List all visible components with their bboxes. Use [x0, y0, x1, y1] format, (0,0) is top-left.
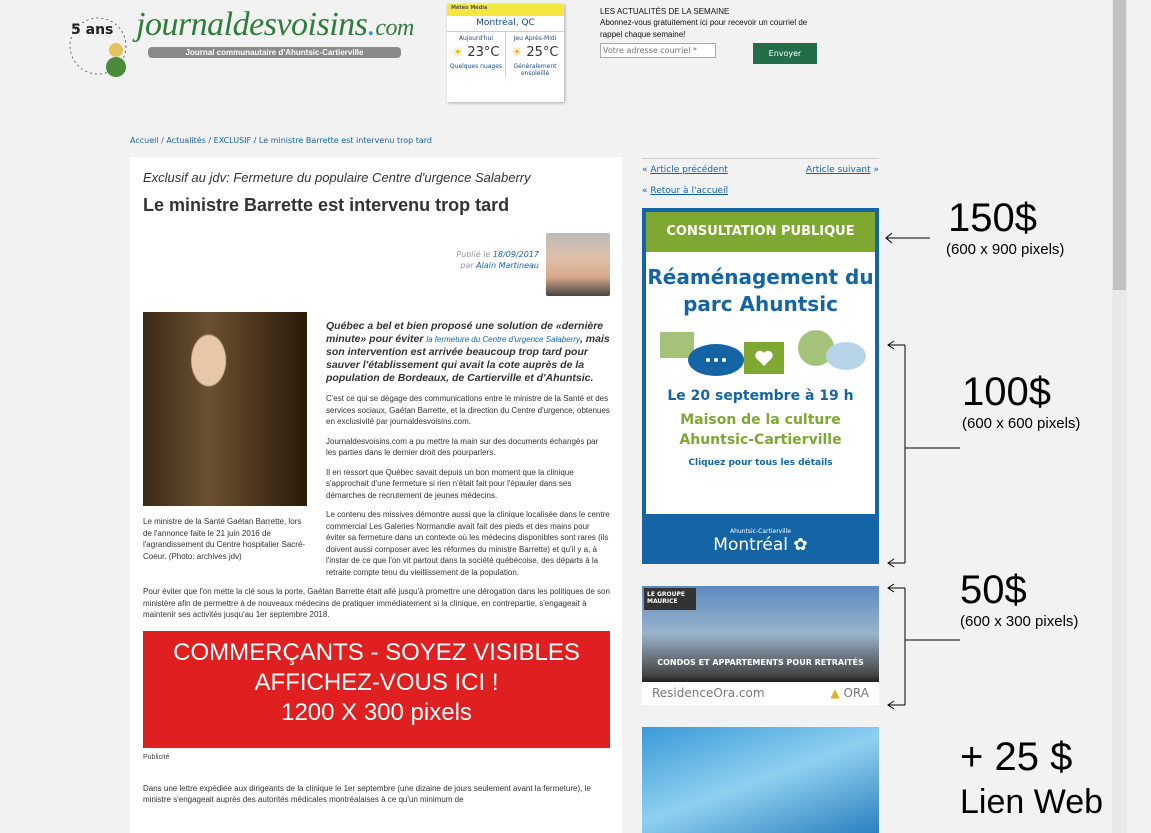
paragraph: Le contenu des missives démontre aussi que la clinique localisée dans le centre commercial Les Galeries Normandie avait fait des pieds et des mains pour éviter sa fermeture dans un contexte où les médecins disponibles sont rares (ils doivent aussi composer avec les réformes du ministre Barrette) et qu'il y a, à l'instar de ce que l'on vit partout dans la société québécoise, des départs à la retraite compte tenu du vieillissement de la population. — [326, 510, 610, 577]
author-link[interactable]: Alain Martineau — [476, 261, 539, 270]
ad-banner-merchants[interactable]: COMMERÇANTS - SOYEZ VISIBLES AFFICHEZ-VOUS ICI ! 1200 X 300 pixels — [143, 631, 610, 748]
weather-brand: Météo Média — [447, 4, 564, 16]
sun-cloud-icon: ☀ — [511, 45, 523, 59]
price-label: 100$ — [962, 370, 1051, 414]
home-link[interactable]: Retour à l'accueil — [650, 186, 729, 196]
ora-logo-icon: ▲ — [830, 686, 840, 700]
article-lead: Québec a bel et bien proposé une solution de «dernière minute» pour éviter la fermeture du Centre d'urgence Salaberry, mais son intervention est arrivée beaucoup trop tard pour sauver l'établissement qui avait la cote auprès de la population de Bordeaux, de Cartierville et d'Ahuntsic. — [326, 320, 610, 384]
paragraph: Dans une lettre expédiée aux dirigeants de la clinique le 1er septembre (une dizaine de jours seulement avant la fermeture), le ministre s'engageait auprès des autorités médicales montréalaises à ce qu'un minimum de — [143, 783, 591, 804]
logo-badge[interactable] — [68, 12, 130, 78]
logo-badge-text: 5 ans — [71, 22, 114, 38]
size-label: (600 x 600 pixels) — [962, 415, 1081, 432]
ad-consultation[interactable]: CONSULTATION PUBLIQUE Réaménagement du parc Ahuntsic Le 20 septembre à 19 h Maison de la culture Ahuntsic-Cartierville Cliquez pour tous les détails Ahuntsic-Cartierville Montréal ✿ — [642, 208, 879, 564]
paragraph: Il en ressort que Québec savait depuis un bon moment que la clinique s'approchait d'une fermeture si rien n'était fait pour l'épauler dans ses démarches de recrutement de jeunes médecins. — [326, 467, 574, 500]
paragraph: Journaldesvoisins.com a pu mettre la main sur des documents échangés par les parties dans le dernier droit des pourparlers. — [326, 436, 599, 457]
ad-residence-ora[interactable]: LE GROUPE MAURICE CONDOS ET APPARTEMENTS POUR RETRAITÉS ResidenceOra.com ▲ ORA — [642, 586, 879, 705]
forecast-afternoon: Jeu Après-Midi ☀ 25°C Généralement ensoleillé — [505, 32, 564, 77]
newsletter-desc: Abonnez-vous gratuitement ici pour recevoir un courriel de rappel chaque semaine! — [600, 18, 808, 39]
ad-swimmer[interactable] — [642, 727, 879, 833]
article-body — [143, 312, 610, 806]
subscribe-button[interactable]: Envoyer — [753, 43, 817, 64]
article-figure — [143, 312, 307, 562]
montreal-logo: Ahuntsic-Cartierville Montréal ✿ — [713, 528, 808, 555]
logo[interactable]: journaldesvoisins.com — [136, 6, 414, 43]
ad-label: Publicité — [143, 753, 170, 761]
price-label: 50$ — [960, 568, 1027, 612]
lead-link[interactable]: la fermeture du Centre d'urgence Salaberry — [426, 335, 580, 344]
article-photo[interactable] — [143, 312, 307, 506]
sun-cloud-icon: ☀ — [452, 45, 464, 59]
annotation-arrows — [880, 230, 970, 710]
weather-widget[interactable] — [447, 4, 564, 102]
weather-city: Montréal, QC — [447, 16, 564, 32]
page-title: Le ministre Barrette est intervenu trop tard — [143, 195, 510, 215]
price-label: 150$ — [948, 196, 1037, 240]
forecast-today: Aujourd'hui ☀ 23°C Quelques nuages — [449, 35, 503, 70]
scrollbar-thumb[interactable] — [1113, 0, 1126, 290]
article-nav: « Article précédent Article suivant » « Retour à l'accueil — [642, 158, 879, 196]
newsletter-title: LES ACTUALITÉS DE LA SEMAINE — [600, 7, 730, 16]
author-avatar — [546, 233, 610, 296]
logo-subtitle: Journal communautaire d'Ahuntsic-Cartierville — [148, 47, 401, 58]
prev-article-link[interactable]: Article précédent — [650, 165, 728, 175]
breadcrumb[interactable]: Accueil / Actualités / EXCLUSIF / Le ministre Barrette est intervenu trop tard — [130, 136, 432, 145]
photo-caption: Le ministre de la Santé Gaétan Barrette, lors de l'annonce faite le 21 juin 2016 de l'agrandissement du Centre hospitalier Sacré-Coeur. (Photo: archives jdv) — [143, 517, 306, 561]
link-label: Lien Web — [960, 783, 1104, 821]
next-article-link[interactable]: Article suivant — [805, 165, 871, 175]
paragraph: Pour éviter que l'on mette la clé sous la porte, Gaétan Barrette était allé jusqu'à promettre une dérogation dans les politiques de son ministère afin de permettre à de nouveaux médecins de pratiquer immédiatement si la clinique, en contrepartie, s'engageait à maintenir ses activités jusqu'au 1er septembre 2018. — [143, 587, 610, 619]
paragraph: C'est ce qui se dégage des communications entre le ministre de la Santé et des services sociaux, Gaétan Barrette, et la direction du Centre d'urgence, obtenues en exclusivité par journaldesvoisins.com. — [326, 394, 610, 426]
price-label: + 25 $ — [960, 735, 1073, 779]
article-kicker: Exclusif au jdv: Fermeture du populaire Centre d'urgence Salaberry — [143, 170, 531, 185]
email-input[interactable] — [600, 43, 716, 58]
speech-bubbles-icon — [646, 318, 875, 388]
article-meta: Publié le 18/09/2017 par Alain Martineau — [456, 250, 539, 270]
size-label: (600 x 300 pixels) — [960, 613, 1079, 630]
size-label: (600 x 900 pixels) — [946, 241, 1065, 258]
date-link[interactable]: 18/09/2017 — [492, 250, 539, 259]
